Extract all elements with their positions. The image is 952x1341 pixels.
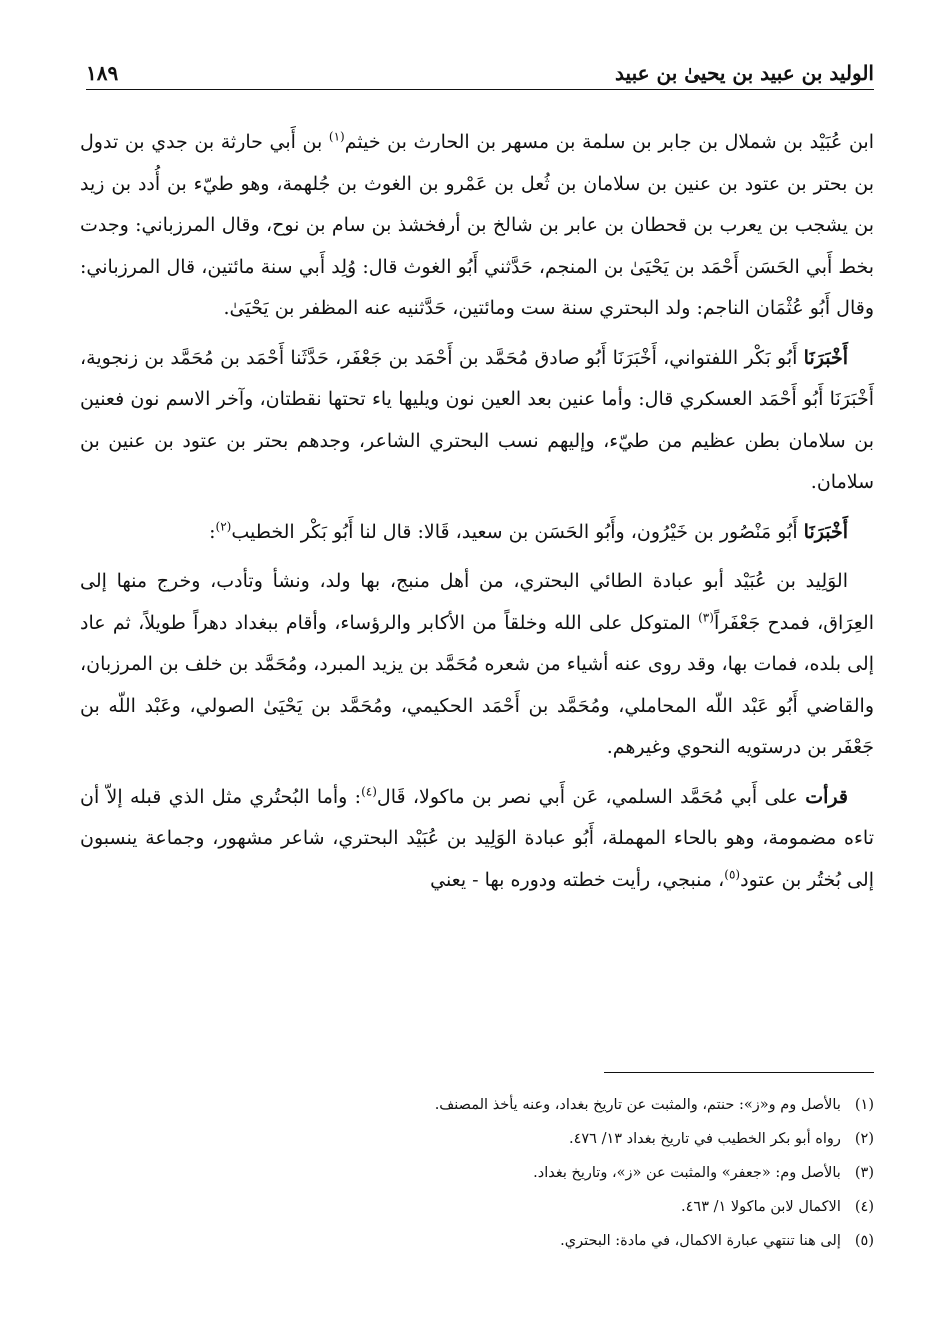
footnote-number: (٥) [854, 1233, 874, 1249]
footnote-marker: (٤) [361, 784, 377, 799]
page-header [86, 52, 874, 90]
footnote-text: بالأصل وم و«ز»: حنتم، والمثبت عن تاريخ بغداد، وعنه يأخذ المصنف. [434, 1097, 841, 1113]
footnote-number: (٤) [854, 1199, 874, 1215]
text-run: : [209, 520, 216, 543]
paragraph [80, 777, 874, 902]
paragraph [80, 122, 874, 330]
page-number: ١٨٩ [86, 61, 119, 85]
paragraph-lead-word: أَخْبَرَنَا [803, 346, 848, 369]
footnote-text: إلى هنا تنتهي عبارة الاكمال، في مادة: البحتري. [560, 1233, 841, 1249]
footnote [90, 1190, 874, 1224]
footnote-number: (٢) [854, 1131, 874, 1147]
footnote-marker: (٣) [698, 610, 714, 625]
footnote-marker: (١) [328, 129, 345, 144]
text-run: ابن عُبَيْد بن شملال بن جابر بن سلمة بن مسهر بن الحارث بن خيثم [344, 131, 874, 153]
footnote-text: بالأصل وم: «جعفر» والمثبت عن «ز»، وتاريخ بغداد. [533, 1165, 841, 1181]
footnote-text: رواه أبو بكر الخطيب في تاريخ بغداد ١٣/ ٤٧٦. [568, 1131, 841, 1147]
footnote [90, 1122, 874, 1156]
paragraph-lead-word: أَخْبَرَنَا [803, 520, 848, 543]
footnote-separator [604, 1072, 874, 1073]
text-run: بن أَبي حارثة بن جدي بن تدول بن بحتر بن عتود بن عنين بن سلامان بن ثُعل بن عَمْرو بن الغوث بن جُلهمة، وهو طيّء بن أُدد بن زيد بن يشجب بن يعرب بن قحطان بن عابر بن شالخ بن أرفخشذ بن سام بن نوح، وقال المرزباني: وجدت بخط أَبي الحَسَن أَحْمَد بن يَحْيَىٰ بن المنجم، حَدَّثني أَبُو الغوث قال: وُلِد أَبي سنة مائتين، قال المرزباني: وقال أَبُو عُثْمَان الناجم: ولد البحتري سنة ست ومائتين، حَدَّثنيه عنه المظفر بن يَحْيَىٰ. [80, 131, 874, 319]
running-title: الوليد بن عبيد بن يحيىٰ بن عبيد [615, 61, 874, 85]
paragraph [80, 338, 874, 504]
footnote [90, 1088, 874, 1122]
footnote [90, 1224, 874, 1258]
footnote-marker: (٢) [215, 519, 232, 534]
text-run: أَبُو مَنْصُور بن خَيْرُون، وأَبُو الحَسَن بن سعيد، قَالا: قال لنا أَبُو بَكْر الخطيب [231, 520, 804, 543]
footnote-number: (٣) [854, 1165, 874, 1181]
paragraph-lead-word: قرأت [805, 785, 848, 808]
paragraph [80, 561, 874, 769]
footnote-text: الاكمال لابن ماكولا ١/ ٤٦٣. [681, 1199, 841, 1215]
footnote-number: (١) [854, 1097, 874, 1113]
text-run: : وأما البُحتُري مثل الذي قبله إلاّ أن تاءه مضمومة، وهو بالحاء المهملة، أَبُو عبادة الوَلِيد بن عُبَيْد البحتري، شاعر مشهور، وجماعة ينسبون إلى بُختُر بن عتود [80, 785, 874, 891]
text-run: على أَبي مُحَمَّد السلمي، عَن أَبي نصر بن ماكولا، قَال [376, 785, 806, 808]
footnote [90, 1156, 874, 1190]
text-run: أَبُو بَكْر اللفتواني، أَخْبَرَنَا أَبُو صادق مُحَمَّد بن أَحْمَد بن جَعْفَر، حَدَّثَنا أَحْمَد بن مُحَمَّد بن زنجوية، أَخْبَرَنَا أَبُو أَحْمَد العسكري قال: وأما عنين بعد العين نون ويليها ياء تحتها نقطتان، وآخر الاسم نون فعنين بن سلامان بطن عظيم من طيّء، وإليهم نسب البحتري الشاعر، وجدهم بحتر بن عتود بن عنين بن سلامان. [80, 346, 874, 493]
footnote-marker: (٥) [724, 867, 741, 882]
footnotes [90, 1088, 874, 1258]
text-run: الوَلِيد بن عُبَيْد أبو عبادة الطائي البحتري، من أهل منبج، بها ولد، ونشأ وتأدب، وخرج منها إلى العِرَاق، فمدح جَعْفَراً [80, 570, 875, 634]
paragraph [80, 512, 874, 554]
text-run: ، منبجي، رأيت خطته ودوره بها - يعني [430, 868, 725, 891]
main-text [80, 122, 874, 909]
text-run: المتوكل على الله وخلقاً من الأكابر والرؤساء، وأقام ببغداد دهراً طويلاً، ثم عاد إلى بلده، فمات بها، وقد روى عنه أشياء من شعره مُحَمَّد بن يزيد المبرد، ومُحَمَّد بن خلف بن المرزبان، والقاضي أَبُو عَبْد اللّه المحاملي، ومُحَمَّد بن أَحْمَد الحكيمي، ومُحَمَّد بن يَحْيَىٰ الصولي، وعَبْد اللّه بن جَعْفَر بن درستويه النحوي وغيرهم. [80, 611, 874, 758]
